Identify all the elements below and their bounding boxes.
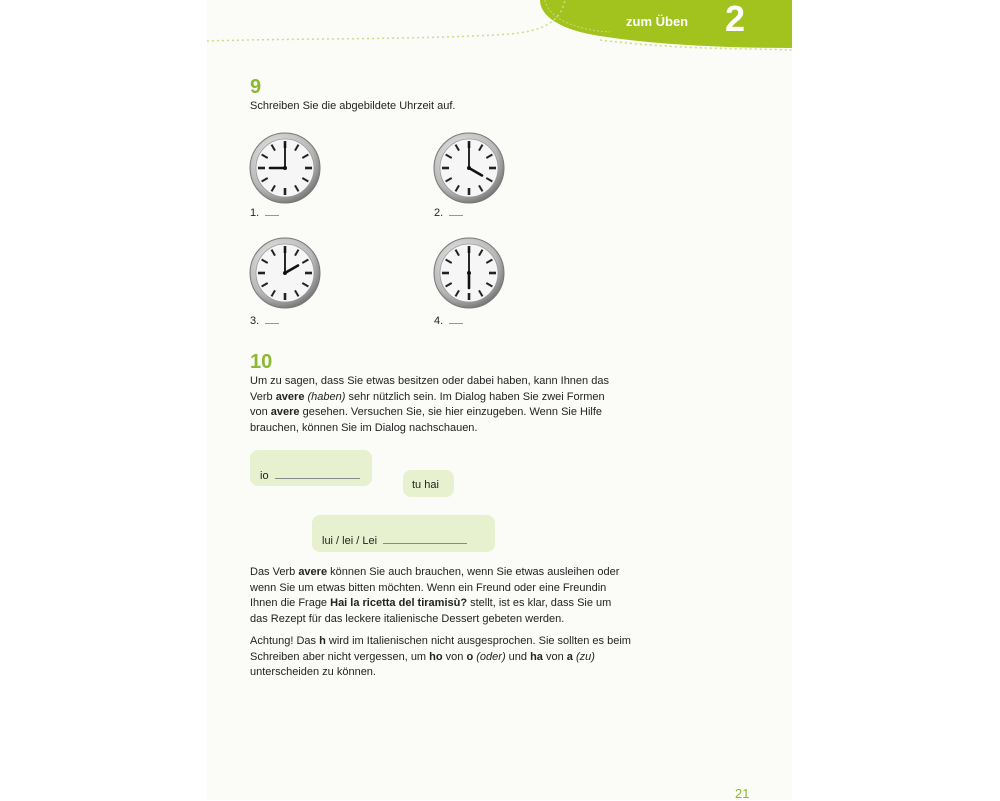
header-label: zum Üben: [626, 14, 689, 29]
clock-1: [249, 132, 321, 204]
bubble-io-label: io: [260, 470, 269, 482]
answer-blank[interactable]: [449, 206, 463, 216]
clock-4-label: 4.: [434, 315, 444, 327]
bubble-tu: [403, 470, 454, 497]
exercise-10-intro: Um zu sagen, dass Sie etwas besitzen oder dabei haben, kann Ihnen das Verb avere (haben) sehr nützlich sein. Im Dialog haben Sie zwei Formen von avere gesehen. Versuchen Sie, sie hier einzugeben. Wenn Sie Hilfe brauchen, können Sie im Dialog nachschauen.: [250, 375, 609, 434]
page-number: 21: [735, 786, 750, 801]
clock-1-answer[interactable]: [250, 206, 279, 219]
answer-blank[interactable]: [265, 314, 279, 324]
clock-3: [249, 237, 321, 309]
chapter-number: 2: [725, 0, 746, 39]
exercise-9-number: 9: [250, 76, 262, 98]
clock-3-answer[interactable]: [250, 314, 279, 327]
answer-blank[interactable]: [265, 206, 279, 216]
header-dotted-line: [207, 0, 565, 41]
bubble-lui-label: lui / lei / Lei: [322, 535, 378, 547]
clock-3-label: 3.: [250, 315, 260, 327]
clock-center: [467, 271, 471, 275]
clock-4: [433, 237, 505, 309]
bubble-lui[interactable]: [312, 515, 495, 552]
io-answer-line[interactable]: [275, 468, 360, 479]
exercise-9-instruction: Schreiben Sie die abgebildete Uhrzeit auf.: [250, 100, 456, 112]
bubble-io[interactable]: [250, 450, 372, 486]
exercise-10-paragraph-2: Das Verb avere können Sie auch brauchen, wenn Sie etwas ausleihen oder wenn Sie um etwas bitten möchten. Wenn ein Freund oder eine Freundin Ihnen die Frage Hai la ricetta del tiramisù? stellt, ist es klar, dass Sie um das Rezept für das leckere italienische Dessert gebeten werden.: [250, 566, 620, 625]
clock-center: [283, 166, 287, 170]
clock-2-label: 2.: [434, 207, 444, 219]
clock-2: [433, 132, 505, 204]
exercise-10-paragraph-3: Achtung! Das h wird im Italienischen nicht ausgesprochen. Sie sollten es beim Schreiben aber nicht vergessen, um ho von o (oder) und ha von a (zu) unterscheiden zu können.: [250, 635, 631, 678]
clock-2-answer[interactable]: [434, 206, 463, 219]
lui-answer-line[interactable]: [383, 533, 467, 544]
header-decoration: [0, 0, 1000, 60]
exercise-10-number: 10: [250, 351, 273, 373]
answer-blank[interactable]: [449, 314, 463, 324]
clock-center: [467, 166, 471, 170]
clock-center: [283, 271, 287, 275]
clock-4-answer[interactable]: [434, 314, 463, 327]
bubble-tu-label: tu hai: [412, 479, 439, 491]
clock-1-label: 1.: [250, 207, 260, 219]
